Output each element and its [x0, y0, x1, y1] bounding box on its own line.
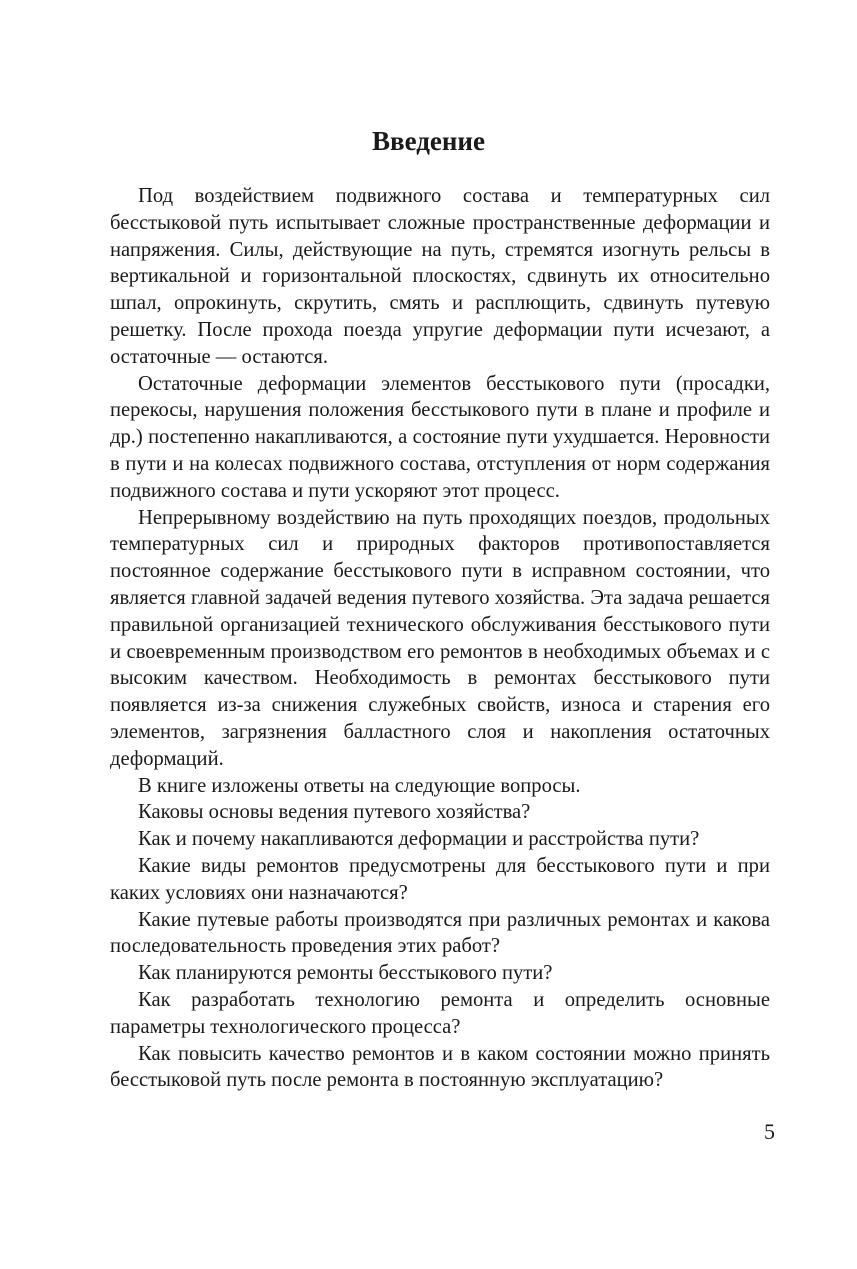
question-item: Какие путевые работы производятся при различных ремонтах и какова последовательность проведения этих работ?: [110, 908, 770, 958]
paragraph-residual-deformations: Остаточные деформации элементов бесстыкового пути (просадки, перекосы, нарушения положения бесстыкового пути в плане и профиле и др.) постепенно накапливаются, а состояние пути ухудшается. Неровности в пути и на колесах подвижного состава, отступления от норм содержания подвижного состава и пути ускоряют этот процесс.: [110, 372, 770, 502]
question-item: Какие виды ремонтов предусмотрены для бесстыкового пути и при каких условиях они назначаются?: [110, 854, 770, 904]
question-item: Как повысить качество ремонтов и в каком состоянии можно принять бесстыковой путь после ремонта в постоянную эксплуатацию?: [110, 1042, 770, 1092]
paragraph-maintenance-task: Непрерывному воздействию на путь проходящих поездов, продольных температурных сил и природных факторов противопоставляется постоянное содержание бесстыкового пути в исправном состоянии, что является главной задачей ведения путевого хозяйства. Эта задача решается правильной организацией технического обслуживания бесстыкового пути и своевременным производством его ремонтов в необходимых объемах и с высоким качеством. Необходимость в ремонтах бесстыкового пути появляется из-за снижения служебных свойств, износа и старения его элементов, загрязнения балластного слоя и накопления остаточных деформаций.: [110, 506, 770, 770]
page-number: 5: [764, 1119, 775, 1144]
body-text: [110, 183, 770, 1094]
paragraph-intro: Под воздействием подвижного состава и температурных сил бесстыковой путь испытывает сложные пространственные деформации и напряжения. Силы, действующие на путь, стремятся изогнуть рельсы в вертикальной и горизонтальной плоскостях, сдвинуть их относительно шпал, опрокинуть, скрутить, смять и расплющить, сдвинуть путевую решетку. После прохода поезда упругие деформации пути исчезают, а остаточные — остаются.: [110, 185, 770, 368]
question-item: Как разработать технологию ремонта и определить основные параметры технологического процесса?: [110, 988, 770, 1038]
question-item: Как и почему накапливаются деформации и расстройства пути?: [138, 828, 700, 851]
question-item: Как планируются ремонты бесстыкового пути?: [138, 962, 553, 985]
question-item: Каковы основы ведения путевого хозяйства?: [138, 801, 531, 824]
paragraph-questions-lead: В книге изложены ответы на следующие вопросы.: [138, 774, 581, 797]
page-title: Введение: [372, 126, 485, 156]
